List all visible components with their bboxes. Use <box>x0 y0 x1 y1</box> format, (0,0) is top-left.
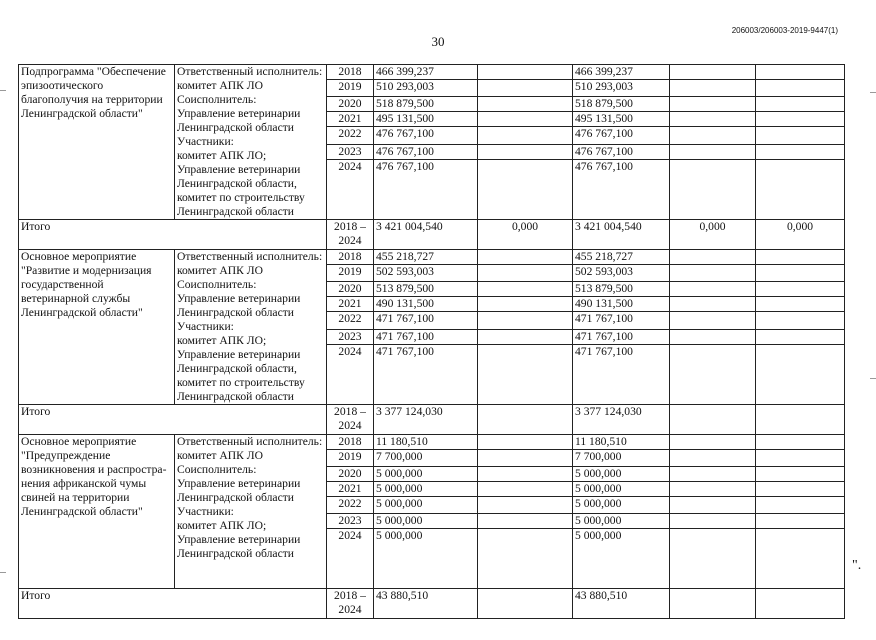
regional-amount-cell: 518 879,500 <box>573 97 670 112</box>
other-amount-cell <box>756 65 845 80</box>
total-label-cell: Итого <box>19 589 327 619</box>
total-local-cell <box>670 405 756 435</box>
year-cell: 2024 <box>327 344 374 404</box>
closing-quote: ". <box>852 558 862 573</box>
total-regional-cell: 43 880,510 <box>573 589 670 619</box>
federal-amount-cell <box>478 344 573 404</box>
year-cell: 2020 <box>327 467 374 482</box>
local-amount-cell <box>670 297 756 312</box>
local-amount-cell <box>670 112 756 127</box>
federal-amount-cell <box>478 329 573 344</box>
other-amount-cell <box>756 329 845 344</box>
other-amount-cell <box>756 127 845 144</box>
total-other-cell <box>756 405 845 435</box>
local-amount-cell <box>670 344 756 404</box>
other-amount-cell <box>756 344 845 404</box>
program-funding-table <box>18 64 845 619</box>
regional-amount-cell: 490 131,500 <box>573 297 670 312</box>
total-period-cell: 2018 – 2024 <box>327 220 374 250</box>
regional-amount-cell: 471 767,100 <box>573 344 670 404</box>
scan-edge-mark <box>0 572 6 573</box>
block-name-cell: Основное мероприятие "Предупреждение возникновения и распростра-нения африканской чумы свиней на территории Ленинградской области" <box>19 435 175 589</box>
total-amount-cell: 471 767,100 <box>374 329 478 344</box>
local-amount-cell <box>670 329 756 344</box>
regional-amount-cell: 513 879,500 <box>573 282 670 297</box>
regional-amount-cell: 495 131,500 <box>573 112 670 127</box>
federal-amount-cell <box>478 497 573 514</box>
total-amount-cell: 495 131,500 <box>374 112 478 127</box>
local-amount-cell <box>670 159 756 219</box>
other-amount-cell <box>756 435 845 450</box>
local-amount-cell <box>670 497 756 514</box>
total-amount-cell: 7 700,000 <box>374 450 478 467</box>
local-amount-cell <box>670 529 756 589</box>
other-amount-cell <box>756 159 845 219</box>
table-row <box>19 435 845 450</box>
year-cell: 2019 <box>327 265 374 282</box>
other-amount-cell <box>756 97 845 112</box>
page-number: 30 <box>431 34 445 49</box>
year-cell: 2018 <box>327 435 374 450</box>
total-amount-cell: 476 767,100 <box>374 127 478 144</box>
other-amount-cell <box>756 144 845 159</box>
federal-amount-cell <box>478 282 573 297</box>
federal-amount-cell <box>478 112 573 127</box>
regional-amount-cell: 476 767,100 <box>573 127 670 144</box>
total-amount-cell: 5 000,000 <box>374 467 478 482</box>
total-other-cell: 0,000 <box>756 220 845 250</box>
total-amount-cell: 5 000,000 <box>374 529 478 589</box>
local-amount-cell <box>670 127 756 144</box>
federal-amount-cell <box>478 514 573 529</box>
total-row <box>19 405 845 435</box>
other-amount-cell <box>756 497 845 514</box>
year-cell: 2019 <box>327 450 374 467</box>
year-cell: 2021 <box>327 482 374 497</box>
federal-amount-cell <box>478 127 573 144</box>
other-amount-cell <box>756 450 845 467</box>
year-cell: 2022 <box>327 127 374 144</box>
block-name-cell: Подпрограмма "Обеспечение эпизоотического благополучия на территории Ленинградской области" <box>19 65 175 220</box>
regional-amount-cell: 5 000,000 <box>573 514 670 529</box>
responsible-cell: Ответственный исполнитель: комитет АПК ЛО Соисполнитель: Управление ветеринарии Ленинградской области Участники: комитет АПК ЛО; Управление ветеринарии Ленинградской области, комитет по строительству Ленинградской области <box>175 250 327 405</box>
total-local-cell: 0,000 <box>670 220 756 250</box>
local-amount-cell <box>670 265 756 282</box>
total-other-cell <box>756 589 845 619</box>
regional-amount-cell: 5 000,000 <box>573 467 670 482</box>
local-amount-cell <box>670 65 756 80</box>
total-amount-cell: 513 879,500 <box>374 282 478 297</box>
regional-amount-cell: 7 700,000 <box>573 450 670 467</box>
local-amount-cell <box>670 282 756 297</box>
local-amount-cell <box>670 312 756 329</box>
total-amount-cell: 455 218,727 <box>374 250 478 265</box>
year-cell: 2023 <box>327 144 374 159</box>
regional-amount-cell: 5 000,000 <box>573 529 670 589</box>
other-amount-cell <box>756 112 845 127</box>
other-amount-cell <box>756 265 845 282</box>
federal-amount-cell <box>478 250 573 265</box>
total-federal-cell <box>478 589 573 619</box>
year-cell: 2023 <box>327 329 374 344</box>
total-regional-cell: 3 377 124,030 <box>573 405 670 435</box>
local-amount-cell <box>670 482 756 497</box>
year-cell: 2019 <box>327 80 374 97</box>
regional-amount-cell: 471 767,100 <box>573 312 670 329</box>
total-amount-cell: 11 180,510 <box>374 435 478 450</box>
local-amount-cell <box>670 514 756 529</box>
total-amount-cell: 5 000,000 <box>374 497 478 514</box>
year-cell: 2018 <box>327 65 374 80</box>
year-cell: 2021 <box>327 297 374 312</box>
total-total-cell: 43 880,510 <box>374 589 478 619</box>
year-cell: 2023 <box>327 514 374 529</box>
total-amount-cell: 5 000,000 <box>374 514 478 529</box>
total-row <box>19 220 845 250</box>
local-amount-cell <box>670 144 756 159</box>
regional-amount-cell: 5 000,000 <box>573 482 670 497</box>
year-cell: 2021 <box>327 112 374 127</box>
regional-amount-cell: 502 593,003 <box>573 265 670 282</box>
local-amount-cell <box>670 450 756 467</box>
block-name-cell: Основное мероприятие "Развитие и модернизация государственной ветеринарной службы Ленинградской области" <box>19 250 175 405</box>
federal-amount-cell <box>478 482 573 497</box>
total-amount-cell: 466 399,237 <box>374 65 478 80</box>
other-amount-cell <box>756 297 845 312</box>
year-cell: 2024 <box>327 159 374 219</box>
federal-amount-cell <box>478 159 573 219</box>
federal-amount-cell <box>478 144 573 159</box>
total-total-cell: 3 377 124,030 <box>374 405 478 435</box>
other-amount-cell <box>756 312 845 329</box>
total-federal-cell <box>478 405 573 435</box>
regional-amount-cell: 455 218,727 <box>573 250 670 265</box>
total-amount-cell: 510 293,003 <box>374 80 478 97</box>
federal-amount-cell <box>478 265 573 282</box>
other-amount-cell <box>756 529 845 589</box>
regional-amount-cell: 476 767,100 <box>573 144 670 159</box>
total-federal-cell: 0,000 <box>478 220 573 250</box>
total-amount-cell: 490 131,500 <box>374 297 478 312</box>
federal-amount-cell <box>478 450 573 467</box>
total-period-cell: 2018 – 2024 <box>327 589 374 619</box>
federal-amount-cell <box>478 529 573 589</box>
table-row <box>19 65 845 80</box>
scan-edge-mark <box>0 90 6 91</box>
federal-amount-cell <box>478 435 573 450</box>
federal-amount-cell <box>478 97 573 112</box>
federal-amount-cell <box>478 312 573 329</box>
total-amount-cell: 518 879,500 <box>374 97 478 112</box>
federal-amount-cell <box>478 297 573 312</box>
total-regional-cell: 3 421 004,540 <box>573 220 670 250</box>
regional-amount-cell: 476 767,100 <box>573 159 670 219</box>
year-cell: 2020 <box>327 97 374 112</box>
responsible-cell: Ответственный исполнитель: комитет АПК ЛО Соисполнитель: Управление ветеринарии Ленинградской области Участники: комитет АПК ЛО; Управление ветеринарии Ленинградской области, комитет по строительству Ленинградской области <box>175 65 327 220</box>
total-total-cell: 3 421 004,540 <box>374 220 478 250</box>
other-amount-cell <box>756 282 845 297</box>
federal-amount-cell <box>478 467 573 482</box>
total-local-cell <box>670 589 756 619</box>
regional-amount-cell: 5 000,000 <box>573 497 670 514</box>
local-amount-cell <box>670 97 756 112</box>
total-amount-cell: 5 000,000 <box>374 482 478 497</box>
scan-edge-mark <box>870 378 876 379</box>
total-amount-cell: 502 593,003 <box>374 265 478 282</box>
responsible-cell: Ответственный исполнитель: комитет АПК ЛО Соисполнитель: Управление ветеринарии Ленинградской области Участники: комитет АПК ЛО; Управление ветеринарии Ленинградской области <box>175 435 327 589</box>
other-amount-cell <box>756 514 845 529</box>
federal-amount-cell <box>478 65 573 80</box>
year-cell: 2020 <box>327 282 374 297</box>
other-amount-cell <box>756 250 845 265</box>
total-amount-cell: 476 767,100 <box>374 144 478 159</box>
local-amount-cell <box>670 467 756 482</box>
other-amount-cell <box>756 482 845 497</box>
year-cell: 2022 <box>327 312 374 329</box>
year-cell: 2024 <box>327 529 374 589</box>
table-row <box>19 250 845 265</box>
total-amount-cell: 476 767,100 <box>374 159 478 219</box>
federal-amount-cell <box>478 80 573 97</box>
local-amount-cell <box>670 435 756 450</box>
scan-edge-mark <box>870 92 876 93</box>
total-label-cell: Итого <box>19 220 327 250</box>
total-amount-cell: 471 767,100 <box>374 344 478 404</box>
year-cell: 2022 <box>327 497 374 514</box>
total-period-cell: 2018 – 2024 <box>327 405 374 435</box>
document-id: 206003/206003-2019-9447(1) <box>731 26 838 35</box>
total-amount-cell: 471 767,100 <box>374 312 478 329</box>
regional-amount-cell: 11 180,510 <box>573 435 670 450</box>
table-body <box>19 65 845 619</box>
regional-amount-cell: 471 767,100 <box>573 329 670 344</box>
other-amount-cell <box>756 467 845 482</box>
regional-amount-cell: 510 293,003 <box>573 80 670 97</box>
local-amount-cell <box>670 80 756 97</box>
year-cell: 2018 <box>327 250 374 265</box>
regional-amount-cell: 466 399,237 <box>573 65 670 80</box>
other-amount-cell <box>756 80 845 97</box>
total-row <box>19 589 845 619</box>
total-label-cell: Итого <box>19 405 327 435</box>
local-amount-cell <box>670 250 756 265</box>
